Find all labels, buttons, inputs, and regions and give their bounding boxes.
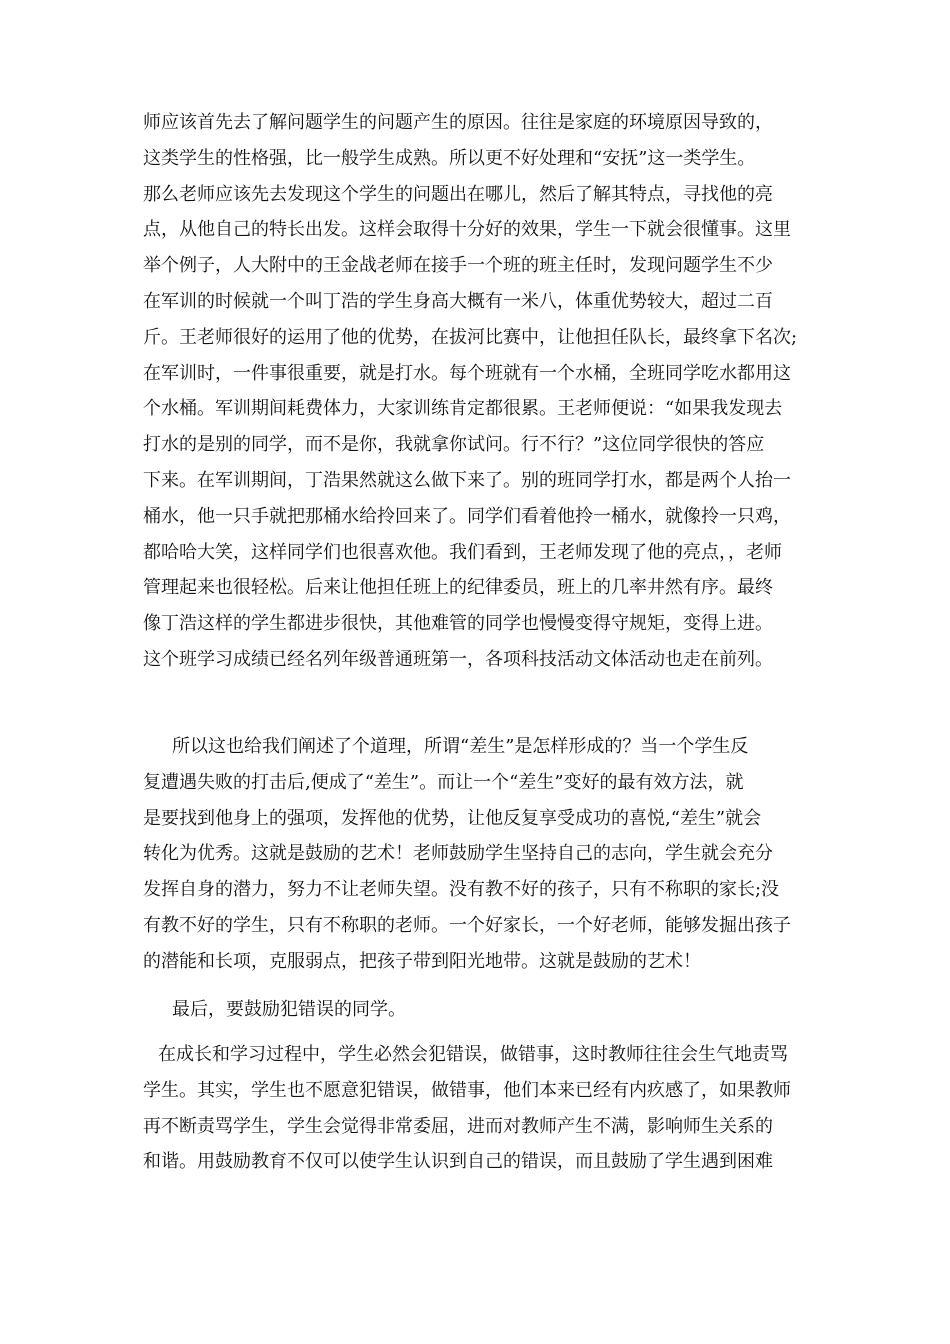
paragraph-2-line: 的潜能和长项，克服弱点，把孩子带到阳光地带。这就是鼓励的艺术！ (143, 950, 701, 972)
paragraph-1-line: 打水的是别的同学，而不是你，我就拿你试问。行不行？”这位同学很快的答应 (143, 434, 765, 456)
paragraph-1-line: 在军训的时候就一个叫丁浩的学生身高大概有一米八，体重优势较大，超过二百 (143, 290, 773, 312)
paragraph-1-line: 个水桶。军训期间耗费体力，大家训练肯定都很累。王老师便说：“如果我发现去 (143, 398, 783, 420)
paragraph-2-line: 发挥自身的潜力，努力不让老师失望。没有教不好的孩子，只有不称职的家长;没 (143, 879, 780, 901)
paragraph-1-line: 点，从他自己的特长出发。这样会取得十分好的效果，学生一下就会很懂事。这里 (143, 219, 791, 241)
paragraph-1-line: 这个班学习成绩已经名列年级普通班第一，各项科技活动文体活动也走在前列。 (143, 648, 773, 670)
paragraph-4 (143, 1037, 813, 1180)
paragraph-4-line: 和谐。用鼓励教育不仅可以使学生认识到自己的错误，而且鼓励了学生遇到困难 (143, 1151, 773, 1173)
paragraph-4-line: 再不断责骂学生，学生会觉得非常委屈，进而对教师产生不满，影响师生关系的 (143, 1115, 773, 1137)
paragraph-1-line: 管理起来也很轻松。后来让他担任班上的纪律委员，班上的几率井然有序。最终 (143, 577, 773, 599)
paragraph-2-line: 所以这也给我们阐述了个道理，所谓“差生”是怎样形成的？当一个学生反 (172, 736, 749, 757)
paragraph-1-line: 在军训时，一件事很重要，就是打水。每个班就有一个水桶，全班同学吃水都用这 (143, 362, 791, 384)
paragraph-3 (143, 992, 813, 1028)
paragraph-2-line: 复遭遇失败的打击后,便成了“差生”。而让一个“差生”变好的最有效方法，就 (143, 771, 744, 793)
paragraph-2-line: 转化为优秀。这就是鼓励的艺术！老师鼓励学生坚持自己的志向，学生就会充分 (143, 843, 773, 865)
paragraph-1-line: 下来。在军训期间，丁浩果然就这么做下来了。别的班同学打水，都是两个人抬一 (143, 469, 791, 491)
paragraph-1-line: 都哈哈大笑，这样同学们也很喜欢他。我们看到，王老师发现了他的亮点，，老师 (143, 541, 782, 563)
paragraph-4-line: 学生。其实，学生也不愿意犯错误，做错事，他们本来已经有内疚感了，如果教师 (143, 1079, 791, 1101)
paragraph-1-line: 像丁浩这样的学生都进步很快，其他难管的同学也慢慢变得守规矩，变得上进。 (143, 613, 773, 635)
paragraph-1-line: 斤。王老师很好的运用了他的优势，在拔河比赛中，让他担任队长，最终拿下名次; (143, 326, 798, 348)
paragraph-1-line: 师应该首先去了解问题学生的问题产生的原因。往往是家庭的环境原因导致的， (143, 112, 773, 133)
paragraph-3-line: 最后，要鼓励犯错误的同学。 (172, 999, 406, 1020)
paragraph-2 (143, 729, 813, 980)
paragraph-1-line: 桶水，他一只手就把那桶水给拎回来了。同学们看着他拎一桶水，就像拎一只鸡， (143, 505, 791, 527)
paragraph-4-line: 在成长和学习过程中，学生必然会犯错误，做错事，这时教师往往会生气地责骂 (158, 1044, 788, 1065)
paragraph-1-line: 那么老师应该先去发现这个学生的问题出在哪儿，然后了解其特点，寻找他的亮 (143, 183, 773, 205)
paragraph-2-line: 是要找到他身上的强项，发挥他的优势，让他反复享受成功的喜悦,“差生”就会 (143, 807, 762, 829)
paragraph-1-line: 举个例子，人大附中的王金战老师在接手一个班的班主任时，发现问题学生不少 (143, 255, 773, 277)
paragraph-1 (143, 105, 813, 678)
paragraph-2-line: 有教不好的学生，只有不称职的老师。一个好家长，一个好老师，能够发掘出孩子 (143, 914, 791, 936)
paragraph-1-line: 这类学生的性格强，比一般学生成熟。所以更不好处理和“安抚”这一类学生。 (143, 147, 756, 169)
